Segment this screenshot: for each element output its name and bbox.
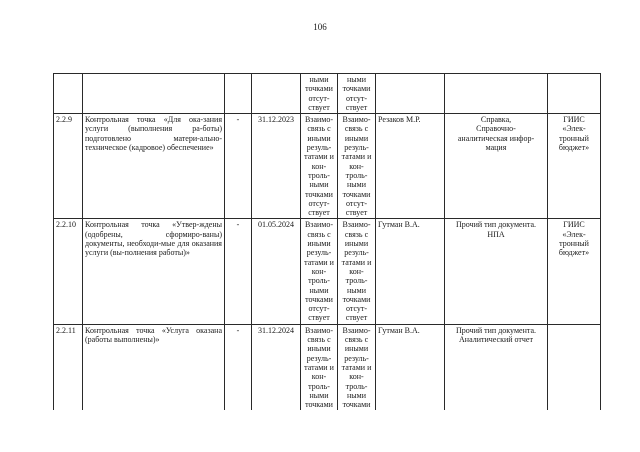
cell-responsible: Гутман В.А.: [376, 324, 445, 410]
cell-relation-1: Взаимо- связь с иными резуль- татами и кон- троль- ными точками отсут- ствует: [301, 219, 338, 324]
cell-document: Прочий тип документа. НПА: [445, 219, 548, 324]
cell-relation-1: ными точками отсут- ствует: [301, 74, 338, 114]
cell-name: Контрольная точка «Утвер-ждены (одобрены, сформиро-ваны) документы, необходи-мые для оказания услуги (вы-полнения работы)»: [83, 219, 225, 324]
cell-document: Справка, Справочно- аналитическая инфор- мация: [445, 114, 548, 219]
cell-dash: [225, 74, 252, 114]
cell-num: [54, 74, 83, 114]
table-row: [54, 219, 601, 324]
cell-system: ГИИС «Элек- тронный бюджет»: [548, 219, 601, 324]
cell-system: [548, 74, 601, 114]
cell-date: [252, 74, 301, 114]
page-number: 106: [313, 22, 327, 32]
cell-num: 2.2.9: [54, 114, 83, 219]
cell-relation-2: ными точками отсут- ствует: [338, 74, 376, 114]
table-row-continuation: [54, 74, 601, 114]
cell-responsible: Резаков М.Р.: [376, 114, 445, 219]
cell-date: 31.12.2023: [252, 114, 301, 219]
cell-name: [83, 74, 225, 114]
cell-relation-1: Взаимо- связь с иными резуль- татами и кон- троль- ными точками отсут- ствует: [301, 114, 338, 219]
cell-dash: -: [225, 324, 252, 410]
cell-date: 31.12.2024: [252, 324, 301, 410]
cell-name: Контрольная точка «Для ока-зания услуги (выполнения ра-боты) подготовлено матери-ально-техническое (кадровое) обеспечение»: [83, 114, 225, 219]
cell-relation-2: Взаимо- связь с иными резуль- татами и кон- троль- ными точками: [338, 324, 376, 410]
cell-name: Контрольная точка «Услуга оказана (работы выполнены)»: [83, 324, 225, 410]
cell-dash: -: [225, 114, 252, 219]
cell-relation-2: Взаимо- связь с иными резуль- татами и кон- троль- ными точками отсут- ствует: [338, 219, 376, 324]
cell-num: 2.2.10: [54, 219, 83, 324]
cell-system: ГИИС «Элек- тронный бюджет»: [548, 114, 601, 219]
cell-date: 01.05.2024: [252, 219, 301, 324]
table-row: [54, 324, 601, 410]
control-points-table: [53, 73, 601, 410]
cell-responsible: Гутман В.А.: [376, 219, 445, 324]
cell-document: Прочий тип документа. Аналитический отчет: [445, 324, 548, 410]
cell-system: [548, 324, 601, 410]
cell-num: 2.2.11: [54, 324, 83, 410]
cell-document: [445, 74, 548, 114]
table-row: [54, 114, 601, 219]
cell-relation-2: Взаимо- связь с иными резуль- татами и кон- троль- ными точками отсут- ствует: [338, 114, 376, 219]
cell-dash: -: [225, 219, 252, 324]
cell-responsible: [376, 74, 445, 114]
cell-relation-1: Взаимо- связь с иными резуль- татами и кон- троль- ными точками: [301, 324, 338, 410]
